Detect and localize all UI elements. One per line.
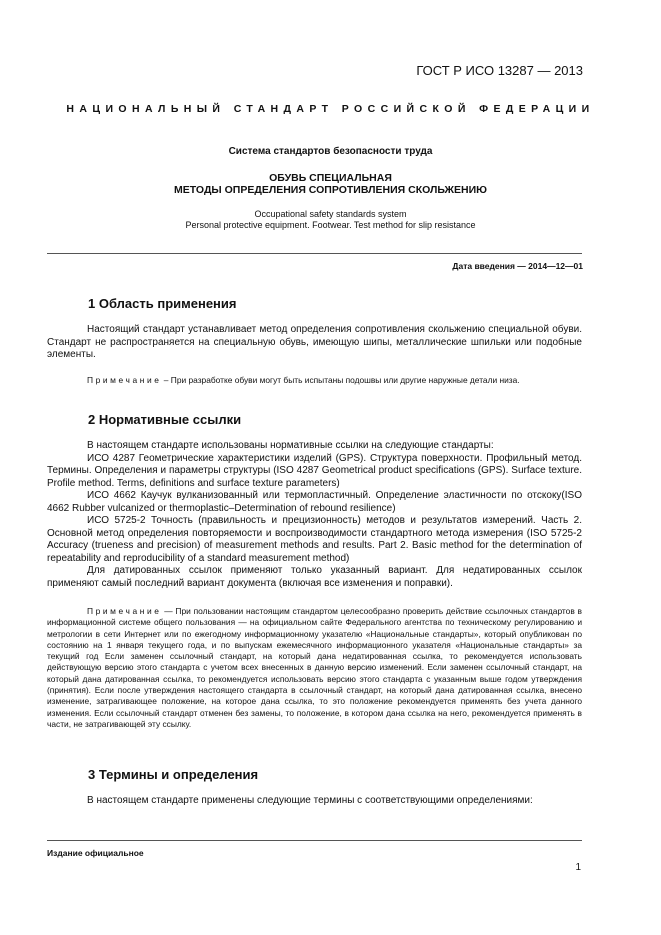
english-title-line-2: Personal protective equipment. Footwear. Test method for slip resistance [185,220,476,230]
standards-system-title: Система стандартов безопасности труда [228,146,433,157]
section-1-heading: 1 Область применения [88,296,237,311]
section-3-heading: 3 Термины и определения [88,767,259,782]
note-label: Примечание [87,375,162,385]
section-2-note [47,606,582,730]
scope-paragraph: Настоящий стандарт устанавливает метод определения сопротивления скольжению специальной обуви. Стандарт не распространяется на специальную обувь, имеющую шипы, металлические шпильки или подобные элементы. [47,324,582,360]
section-3-body [47,795,582,808]
document-title [0,172,661,196]
english-title [0,209,661,231]
english-title-line-1: Occupational safety standards system [254,209,407,219]
title-line-1: ОБУВЬ СПЕЦИАЛЬНАЯ [269,172,392,184]
reference-iso-4287: ИСО 4287 Геометрические характеристики изделий (GPS). Структура поверхности. Профильный метод. Термины. Определения и параметры структуры (ISO 4287 Geometrical product specifications (GPS). Surface texture. Profile method. Terms, definitions and surface texture parameters) [47,452,582,489]
page-number: 1 [575,862,581,873]
section-2-heading: 2 Нормативные ссылки [88,412,242,427]
section-1-note [47,375,582,386]
title-divider [47,253,582,254]
reference-iso-5725-2: ИСО 5725-2 Точность (правильность и прецизионность) методов и результатов измерений. Часть 2. Основной метод определения повторяемости и воспроизводимости стандартного метода измерения (ISO 5725-2 Accuracy (trueness and precision) of measurement methods and results. Part 2. Basic method for the determination of repeatability and reproducibility of a standard measurement method) [47,515,582,564]
title-line-2: МЕТОДЫ ОПРЕДЕЛЕНИЯ СОПРОТИВЛЕНИЯ СКОЛЬЖЕНИЮ [174,184,487,196]
terms-paragraph: В настоящем стандарте применены следующие термины с соответствующими определениями: [87,795,533,806]
official-edition-label: Издание официальное [47,848,144,858]
note-text: – При разработке обуви могут быть испытаны подошвы или другие наружные детали низа. [161,375,520,385]
national-standard-banner: НАЦИОНАЛЬНЫЙ СТАНДАРТ РОССИЙСКОЙ ФЕДЕРАЦИИ [66,103,595,115]
gost-code: ГОСТ Р ИСО 13287 — 2013 [416,63,583,78]
references-intro: В настоящем стандарте использованы нормативные ссылки на следующие стандарты: [87,440,494,451]
introduction-date: Дата введения — 2014—12—01 [452,261,583,271]
section-1-body [47,324,582,362]
section-2-body [47,440,582,590]
reference-iso-4662: ИСО 4662 Каучук вулканизованный или термопластичный. Определение эластичности по отскоку(ISO 4662 Rubber vulcanized or thermoplastic–Determination of rebound resilience) [47,490,582,514]
note-text: — При пользовании настоящим стандартом целесообразно проверить действие ссылочных стандартов в информационной системе общего пользования — на официальном сайте Федерального агентства по техническому регулированию и метрологии в сети Интернет или по ежегодному информационному указателю «Национальные стандарты», который опубликован по состоянию на 1 января текущего года, и по выпускам ежемесячного информационного указателя «Национальные стандарты» за текущий год Если заменен ссылочный стандарт, на который дана недатированная ссылка, то рекомендуется использовать действующую версию этого стандарта с учетом всех внесенных в данную версию изменений. Если заменен ссылочный стандарт, на который дана датированная ссылка, то рекомендуется использовать версию этого стандарта с указанным выше годом утверждения (принятия). Если после утверждения настоящего стандарта в ссылочный стандарт, на который дана датированная ссылка, внесено изменение, затрагивающее положение, на которое дана ссылка, то это положение рекомендуется применять без учета данного изменения. Если ссылочный стандарт отменен без замены, то положение, в котором дана ссылка на него, рекомендуется применять в части, не затрагивающей эту ссылку. [47,606,582,729]
footer-divider [47,840,582,841]
dated-references-paragraph: Для датированных ссылок применяют только указанный вариант. Для недатированных ссылок применяют самый последний вариант документа (включая все изменения и поправки). [47,565,582,589]
note-label: Примечание [87,606,162,616]
